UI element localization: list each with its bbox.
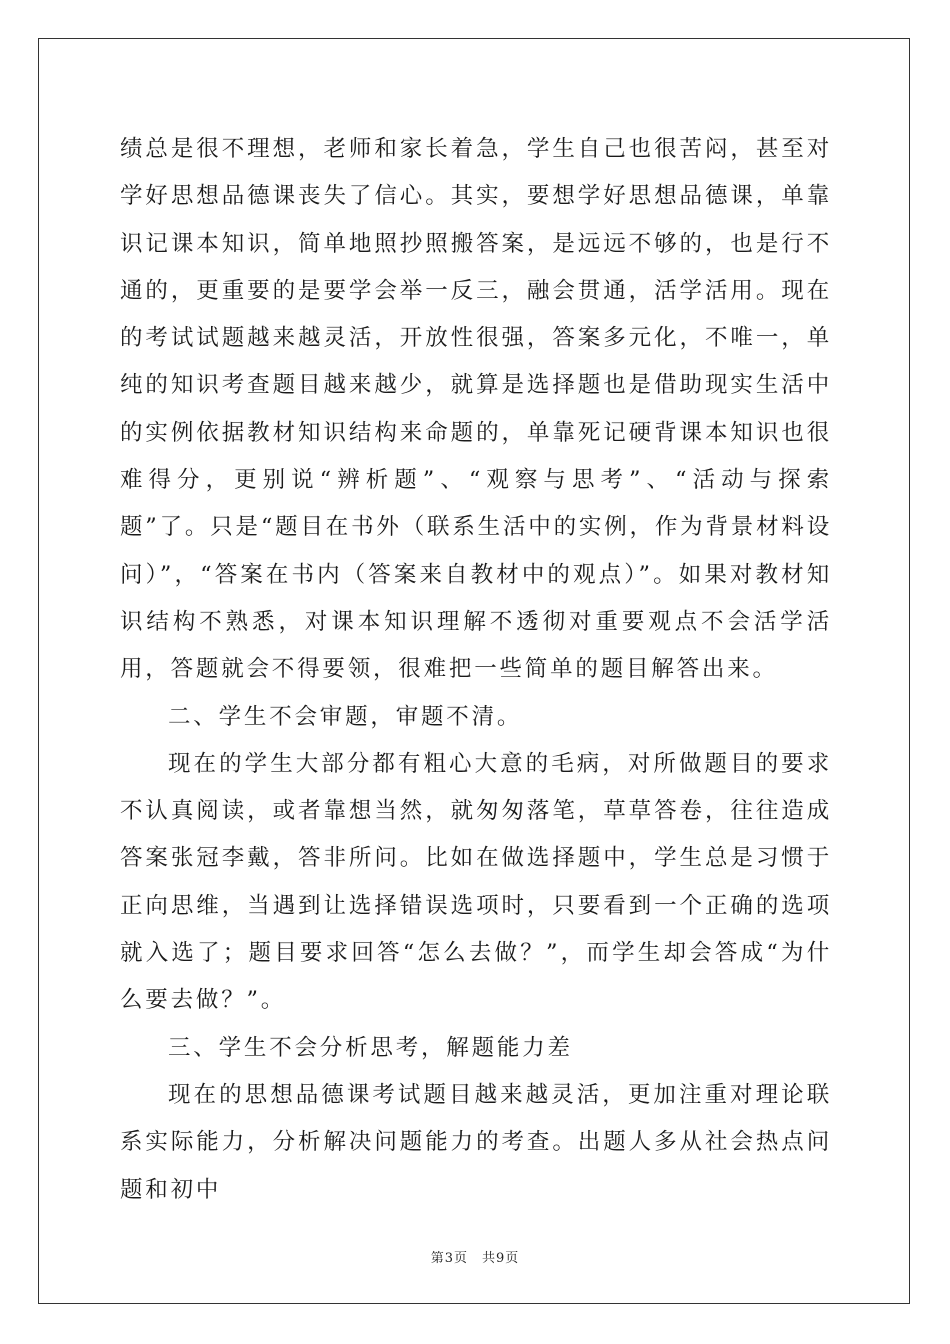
page-number-footer: 第3页 共9页 (430, 1251, 520, 1266)
section-heading-3: 三、学生不会分析思考，解题能力差 (168, 1034, 573, 1061)
section-heading-2: 二、学生不会审题，审题不清。 (168, 703, 523, 730)
paragraph-section-3: 现在的思想品德课考试题目越来越灵活，更加注重对理论联系实际能力，分析解决问题能力的考查。出题人多从社会热点问题和初中 (120, 1081, 832, 1203)
paragraph-continuation: 绩总是很不理想，老师和家长着急，学生自己也很苦闷，甚至对学好思想品德课丧失了信心。其实，要想学好思想品德课，单靠识记课本知识，简单地照抄照搬答案，是远远不够的，也是行不通的，更重要的是要学会举一反三，融会贯通，活学活用。现在的考试试题越来越灵活，开放性很强，答案多元化，不唯一，单纯的知识考查题目越来越少，就算是选择题也是借助现实生活中的实例依据教材知识结构来命题的，单靠死记硬背课本知识也很难得分，更别说“辨析题”、“观察与思考”、“活动与探索题”了。只是“题目在书外（联系生活中的实例，作为背景材料设问）”，“答案在书内（答案来自教材中的观点）”。如果对教材知识结构不熟悉，对课本知识理解不透彻对重要观点不会活学活用，答题就会不得要领，很难把一些简单的题目解答出来。 (120, 136, 832, 683)
paragraph-section-2: 现在的学生大部分都有粗心大意的毛病，对所做题目的要求不认真阅读，或者靠想当然，就匆匆落笔，草草答卷，往往造成答案张冠李戴，答非所问。比如在做选择题中，学生总是习惯于正向思维，当遇到让选择错误选项时，只要看到一个正确的选项就入选了；题目要求回答“怎么去做？”，而学生却会答成“为什么要去做？”。 (120, 750, 832, 1014)
document-body (120, 126, 832, 1214)
